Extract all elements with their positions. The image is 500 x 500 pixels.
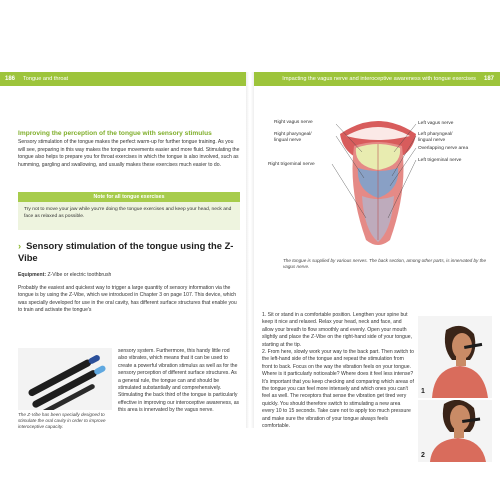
label-right-glosso: Right pharyngeal/ lingual nerve (274, 132, 312, 143)
tongue-nerve-diagram (262, 90, 494, 260)
left-page-number: 186 (5, 76, 16, 82)
exercise-photo-1 (418, 316, 492, 398)
right-running-head: Impacting the vagus nerve and interoceptive awareness with tongue exercises (282, 76, 476, 82)
right-page-header (254, 72, 500, 86)
step-2: 2. From here, slowly work your way to the back part. Then switch to the left-hand side of the tongue and repeat the stimulation from front to back. Focus on the way the vibration feels on your tongue. Where is it particularly noticeable? Where does it feel less intense? It's important that you keep checking and comparing which areas of the tongue you can feel more intensely and which ones you can't feel as well. The receptors that sense the vibration get tired very quickly. You should therefore switch to stimulating a new area every 10 to 15 seconds. Take care not to apply too much pressure and make sure the vibration of your tongue always feels comfortable. (262, 349, 414, 430)
left-page-header (0, 72, 246, 86)
woman-photo-1 (418, 316, 492, 398)
exercise-steps (262, 312, 414, 431)
label-right-vagus: Right vagus nerve (274, 120, 313, 125)
right-page-number: 187 (483, 76, 494, 82)
section-title: Improving the perception of the tongue with sensory stimulus (18, 130, 212, 137)
zvibe-photo (18, 348, 112, 410)
label-left-vagus: Left vagus nerve (418, 121, 454, 126)
photo-badge-2: 2 (421, 452, 425, 459)
woman-photo-2 (418, 400, 492, 462)
body-paragraph: Probably the easiest and quickest way to trigger a large quantity of sensory information via the tongue is by using the Z-Vibe, which we introduced in Chapter 3 on page 107. This device, which was specially developed for use in the oral cavity, has different surface structures that enable you to train and activate the tongue's (18, 285, 237, 314)
equipment-value: Z-Vibe or electric toothbrush (47, 272, 112, 278)
exercise-heading-text: Sensory stimulation of the tongue using the Z-Vibe (18, 240, 234, 263)
note-heading: Note for all tongue exercises (18, 192, 240, 202)
exercise-photo-2 (418, 400, 492, 462)
label-left-trigeminal: Left trigeminal nerve (418, 158, 462, 163)
intro-paragraph: Sensory stimulation of the tongue makes the perfect warm-up for further tongue training. As you will see, preparing in this way makes the tongue movements easier and more fluid. Stimulating the tongue also helps to prepare you for throat exercises in which the tongue is also involved, such as humming, gargling and swallowing, and usually makes these exercises much easier to do. (18, 139, 240, 168)
exercise-heading (18, 240, 240, 264)
tongue-illustration (262, 90, 494, 260)
photo-badge-1: 1 (421, 388, 425, 395)
left-running-head: Tongue and throat (23, 76, 69, 82)
book-spread (0, 72, 500, 459)
photo-caption-left: The Z-Vibe has been specially designed to stimulate the oral cavity in order to improve interoceptive capacity. (18, 412, 106, 430)
label-right-trigeminal: Right trigeminal nerve (268, 162, 315, 167)
diagram-caption: The tongue is supplied by various nerves. The back section, among other parts, is innervated by the vagus nerve. (283, 258, 487, 270)
label-left-glosso: Left pharyngeal/ lingual nerve (418, 132, 453, 143)
chevron-right-icon: › (18, 240, 22, 251)
zvibe-illustration (18, 348, 112, 410)
label-overlap: Overlapping nerve area (418, 146, 469, 151)
book-gutter (246, 72, 254, 428)
body-paragraph-continued: sensory system. Furthermore, this handy little rod also vibrates, which means that it can be used to create a powerful vibration stimulus as well as for the sensory perception of different surface structures. As a general rule, the tongue can and should be stimulated substantially and comprehensively. Stimulating the back third of the tongue is particularly effective in improving our interoceptive awareness, as this area is innervated by the vagus nerve. (118, 348, 240, 414)
note-text: Try not to move your jaw while you're doing the tongue exercises and keep your head, neck and face as relaxed as possible. (24, 207, 232, 219)
step-1: 1. Sit or stand in a comfortable position. Lengthen your spine but keep it nice and relaxed. Relax your head, neck and face, and allow your breath to flow smoothly and evenly. Open your mouth slightly and place the Z-Vibe on the right-hand side of your tongue, starting at the tip. (262, 312, 412, 348)
equipment-line (18, 272, 111, 278)
equipment-label: Equipment: (18, 272, 47, 278)
note-box (18, 192, 240, 230)
